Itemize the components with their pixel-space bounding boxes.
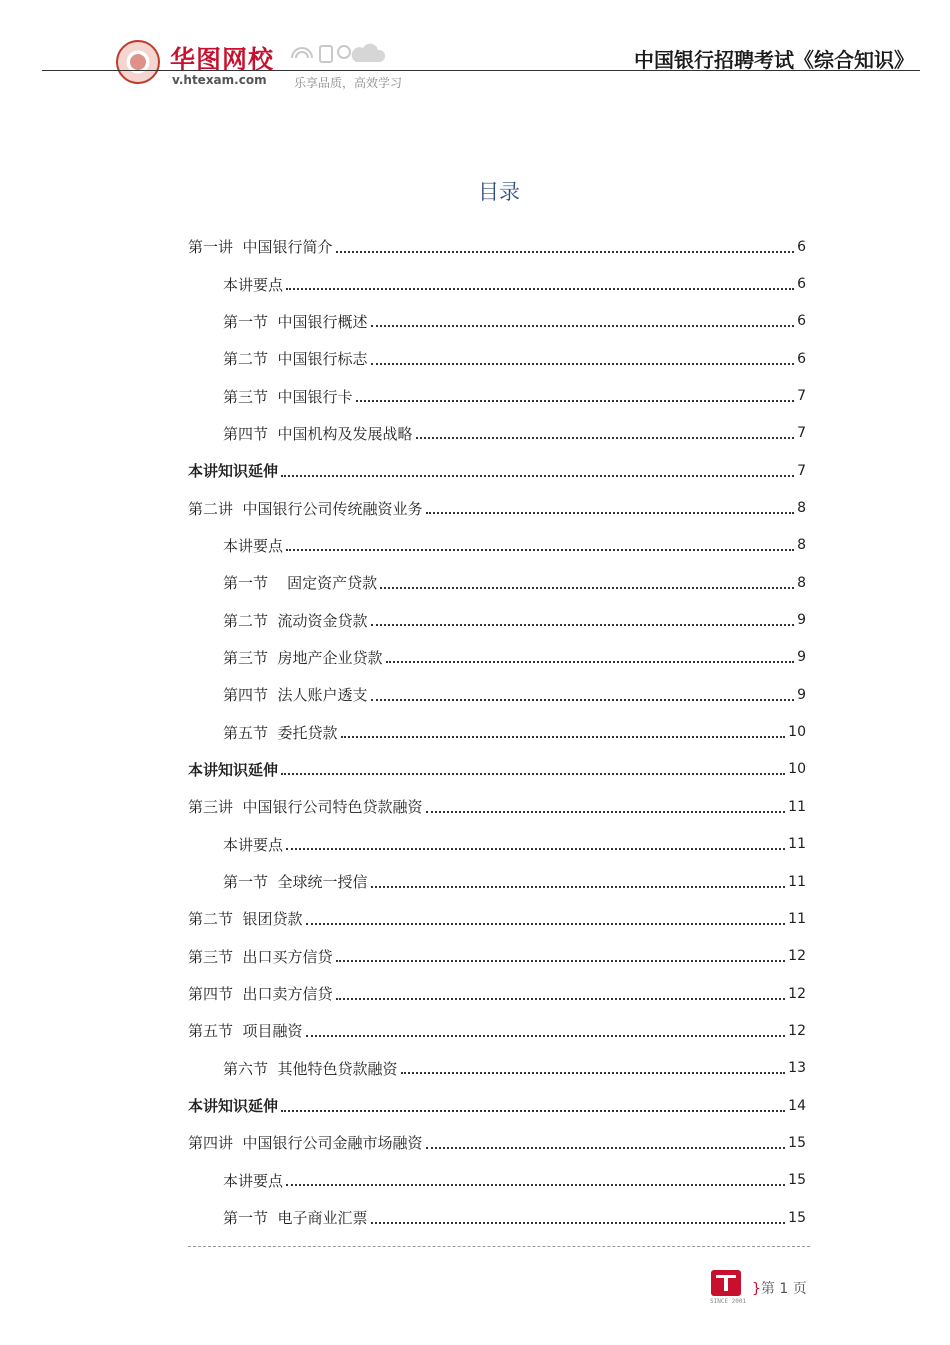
toc-entry-label: 第二讲 中国银行公司传统融资业务	[188, 499, 423, 518]
toc-entry-label: 第四讲 中国银行公司金融市场融资	[188, 1134, 423, 1153]
toc-leader-dots	[341, 736, 786, 738]
toc-entry-page: 6	[797, 238, 806, 255]
toc-entry[interactable]	[188, 1087, 806, 1124]
toc-entry[interactable]	[188, 527, 806, 564]
toc-leader-dots	[371, 699, 795, 701]
table-of-contents	[188, 228, 806, 1236]
cloud-wifi-decoration-icon	[286, 36, 386, 70]
toc-entry[interactable]	[188, 751, 806, 788]
toc-leader-dots	[306, 923, 786, 925]
toc-entry[interactable]	[188, 452, 806, 489]
toc-entry[interactable]	[188, 564, 806, 601]
toc-leader-dots	[371, 1222, 786, 1224]
toc-entry[interactable]	[188, 863, 806, 900]
toc-entry-label: 第二节 流动资金贷款	[223, 611, 368, 630]
toc-entry-page: 8	[797, 537, 806, 554]
toc-entry-page: 12	[788, 985, 806, 1002]
toc-heading: 目录	[478, 180, 520, 204]
toc-entry-page: 15	[788, 1134, 806, 1151]
toc-entry-page: 6	[797, 313, 806, 330]
toc-leader-dots	[306, 1035, 786, 1037]
toc-leader-dots	[426, 811, 786, 813]
toc-entry[interactable]	[188, 228, 806, 265]
toc-entry[interactable]	[188, 415, 806, 452]
toc-leader-dots	[401, 1072, 786, 1074]
toc-leader-dots	[336, 251, 795, 253]
toc-entry-label: 第五节 项目融资	[188, 1022, 303, 1041]
toc-entry-label: 本讲知识延伸	[188, 1097, 279, 1116]
toc-leader-dots	[426, 512, 795, 514]
toc-entry-label: 本讲要点	[223, 835, 284, 854]
toc-entry[interactable]	[188, 900, 806, 937]
toc-leader-dots	[286, 848, 785, 850]
toc-entry-page: 11	[788, 798, 806, 815]
toc-entry-page: 12	[788, 1022, 806, 1039]
toc-entry[interactable]	[188, 303, 806, 340]
toc-entry-page: 11	[788, 873, 806, 890]
toc-leader-dots	[371, 886, 786, 888]
toc-entry-label: 第四节 中国机构及发展战略	[223, 424, 413, 443]
toc-entry[interactable]	[188, 377, 806, 414]
toc-entry-label: 第三节 中国银行卡	[223, 387, 353, 406]
toc-leader-dots	[371, 624, 795, 626]
toc-entry-page: 13	[788, 1060, 806, 1077]
toc-entry-label: 第三节 房地产企业贷款	[223, 648, 383, 667]
toc-entry-label: 本讲要点	[223, 1171, 284, 1190]
toc-entry-page: 10	[788, 761, 806, 778]
toc-entry-label: 第四节 法人账户透支	[223, 686, 368, 705]
toc-entry-label: 第六节 其他特色贷款融资	[223, 1059, 398, 1078]
toc-entry-label: 第五节 委托贷款	[223, 723, 338, 742]
brand-seal-icon	[116, 40, 160, 84]
toc-entry[interactable]	[188, 489, 806, 526]
toc-entry-page: 8	[797, 574, 806, 591]
toc-leader-dots	[281, 1110, 785, 1112]
toc-leader-dots	[286, 1184, 785, 1186]
toc-leader-dots	[356, 400, 795, 402]
toc-entry[interactable]	[188, 1124, 806, 1161]
brand-url: v.htexam.com	[172, 73, 267, 87]
toc-leader-dots	[371, 363, 795, 365]
toc-entry-page: 9	[797, 612, 806, 629]
toc-leader-dots	[416, 437, 795, 439]
toc-entry-label: 本讲知识延伸	[188, 760, 279, 779]
page-number-value: 1	[779, 1281, 789, 1297]
toc-leader-dots	[286, 549, 794, 551]
toc-entry[interactable]	[188, 1162, 806, 1199]
toc-entry-page: 6	[797, 350, 806, 367]
toc-entry[interactable]	[188, 975, 806, 1012]
page-suffix: 页	[792, 1281, 807, 1297]
toc-entry-label: 第一节 固定资产贷款	[223, 574, 378, 593]
toc-entry-page: 15	[788, 1172, 806, 1189]
toc-entry-label: 第四节 出口卖方信贷	[188, 985, 333, 1004]
toc-entry[interactable]	[188, 676, 806, 713]
toc-leader-dots	[336, 960, 786, 962]
toc-entry[interactable]	[188, 938, 806, 975]
toc-entry-page: 8	[797, 500, 806, 517]
header-divider	[42, 70, 920, 71]
toc-leader-dots	[380, 587, 794, 589]
huatu-h-logo-icon	[711, 1270, 741, 1296]
toc-entry-label: 第一节 中国银行概述	[223, 312, 368, 331]
toc-entry[interactable]	[188, 340, 806, 377]
toc-entry-label: 本讲知识延伸	[188, 462, 279, 481]
toc-entry-page: 6	[797, 276, 806, 293]
toc-leader-dots	[386, 661, 795, 663]
toc-entry-page: 7	[797, 462, 806, 479]
toc-entry-label: 第一节 电子商业汇票	[223, 1209, 368, 1228]
toc-entry[interactable]	[188, 1012, 806, 1049]
page-bracket-icon: }	[752, 1281, 761, 1297]
toc-entry[interactable]	[188, 1050, 806, 1087]
toc-leader-dots	[281, 475, 794, 477]
toc-entry[interactable]	[188, 601, 806, 638]
toc-entry-page: 7	[797, 425, 806, 442]
toc-leader-dots	[426, 1147, 786, 1149]
toc-entry-label: 第三节 出口买方信贷	[188, 947, 333, 966]
toc-entry[interactable]	[188, 639, 806, 676]
toc-leader-dots	[281, 773, 785, 775]
toc-entry-page: 12	[788, 948, 806, 965]
toc-entry[interactable]	[188, 826, 806, 863]
toc-entry-page: 14	[788, 1097, 806, 1114]
page-number	[752, 1278, 807, 1298]
toc-entry-page: 11	[788, 836, 806, 853]
toc-entry-label: 本讲要点	[223, 536, 284, 555]
toc-entry-page: 10	[788, 724, 806, 741]
toc-entry-page: 9	[797, 686, 806, 703]
toc-entry-label: 本讲要点	[223, 275, 284, 294]
page-prefix: 第	[760, 1281, 775, 1297]
toc-entry[interactable]	[188, 1199, 806, 1236]
toc-entry[interactable]	[188, 788, 806, 825]
toc-entry-page: 15	[788, 1209, 806, 1226]
footer-divider	[188, 1246, 810, 1247]
toc-entry[interactable]	[188, 713, 806, 750]
toc-entry-label: 第一讲 中国银行简介	[188, 238, 333, 257]
toc-entry-page: 9	[797, 649, 806, 666]
toc-entry-page: 7	[797, 388, 806, 405]
toc-entry-label: 第一节 全球统一授信	[223, 873, 368, 892]
brand-name: 华图网校	[170, 45, 275, 74]
toc-entry-page: 11	[788, 910, 806, 927]
toc-leader-dots	[286, 288, 794, 290]
document-title: 中国银行招聘考试《综合知识》	[634, 48, 914, 72]
toc-entry-label: 第二节 中国银行标志	[223, 350, 368, 369]
toc-entry-label: 第二节 银团贷款	[188, 910, 303, 929]
brand-slogan: 乐享品质，高效学习	[294, 76, 403, 90]
toc-leader-dots	[371, 325, 795, 327]
toc-leader-dots	[336, 998, 786, 1000]
footer-logo-caption: SINCE 2001	[710, 1298, 747, 1305]
toc-entry[interactable]	[188, 265, 806, 302]
toc-entry-label: 第三讲 中国银行公司特色贷款融资	[188, 798, 423, 817]
page-header	[0, 0, 950, 100]
